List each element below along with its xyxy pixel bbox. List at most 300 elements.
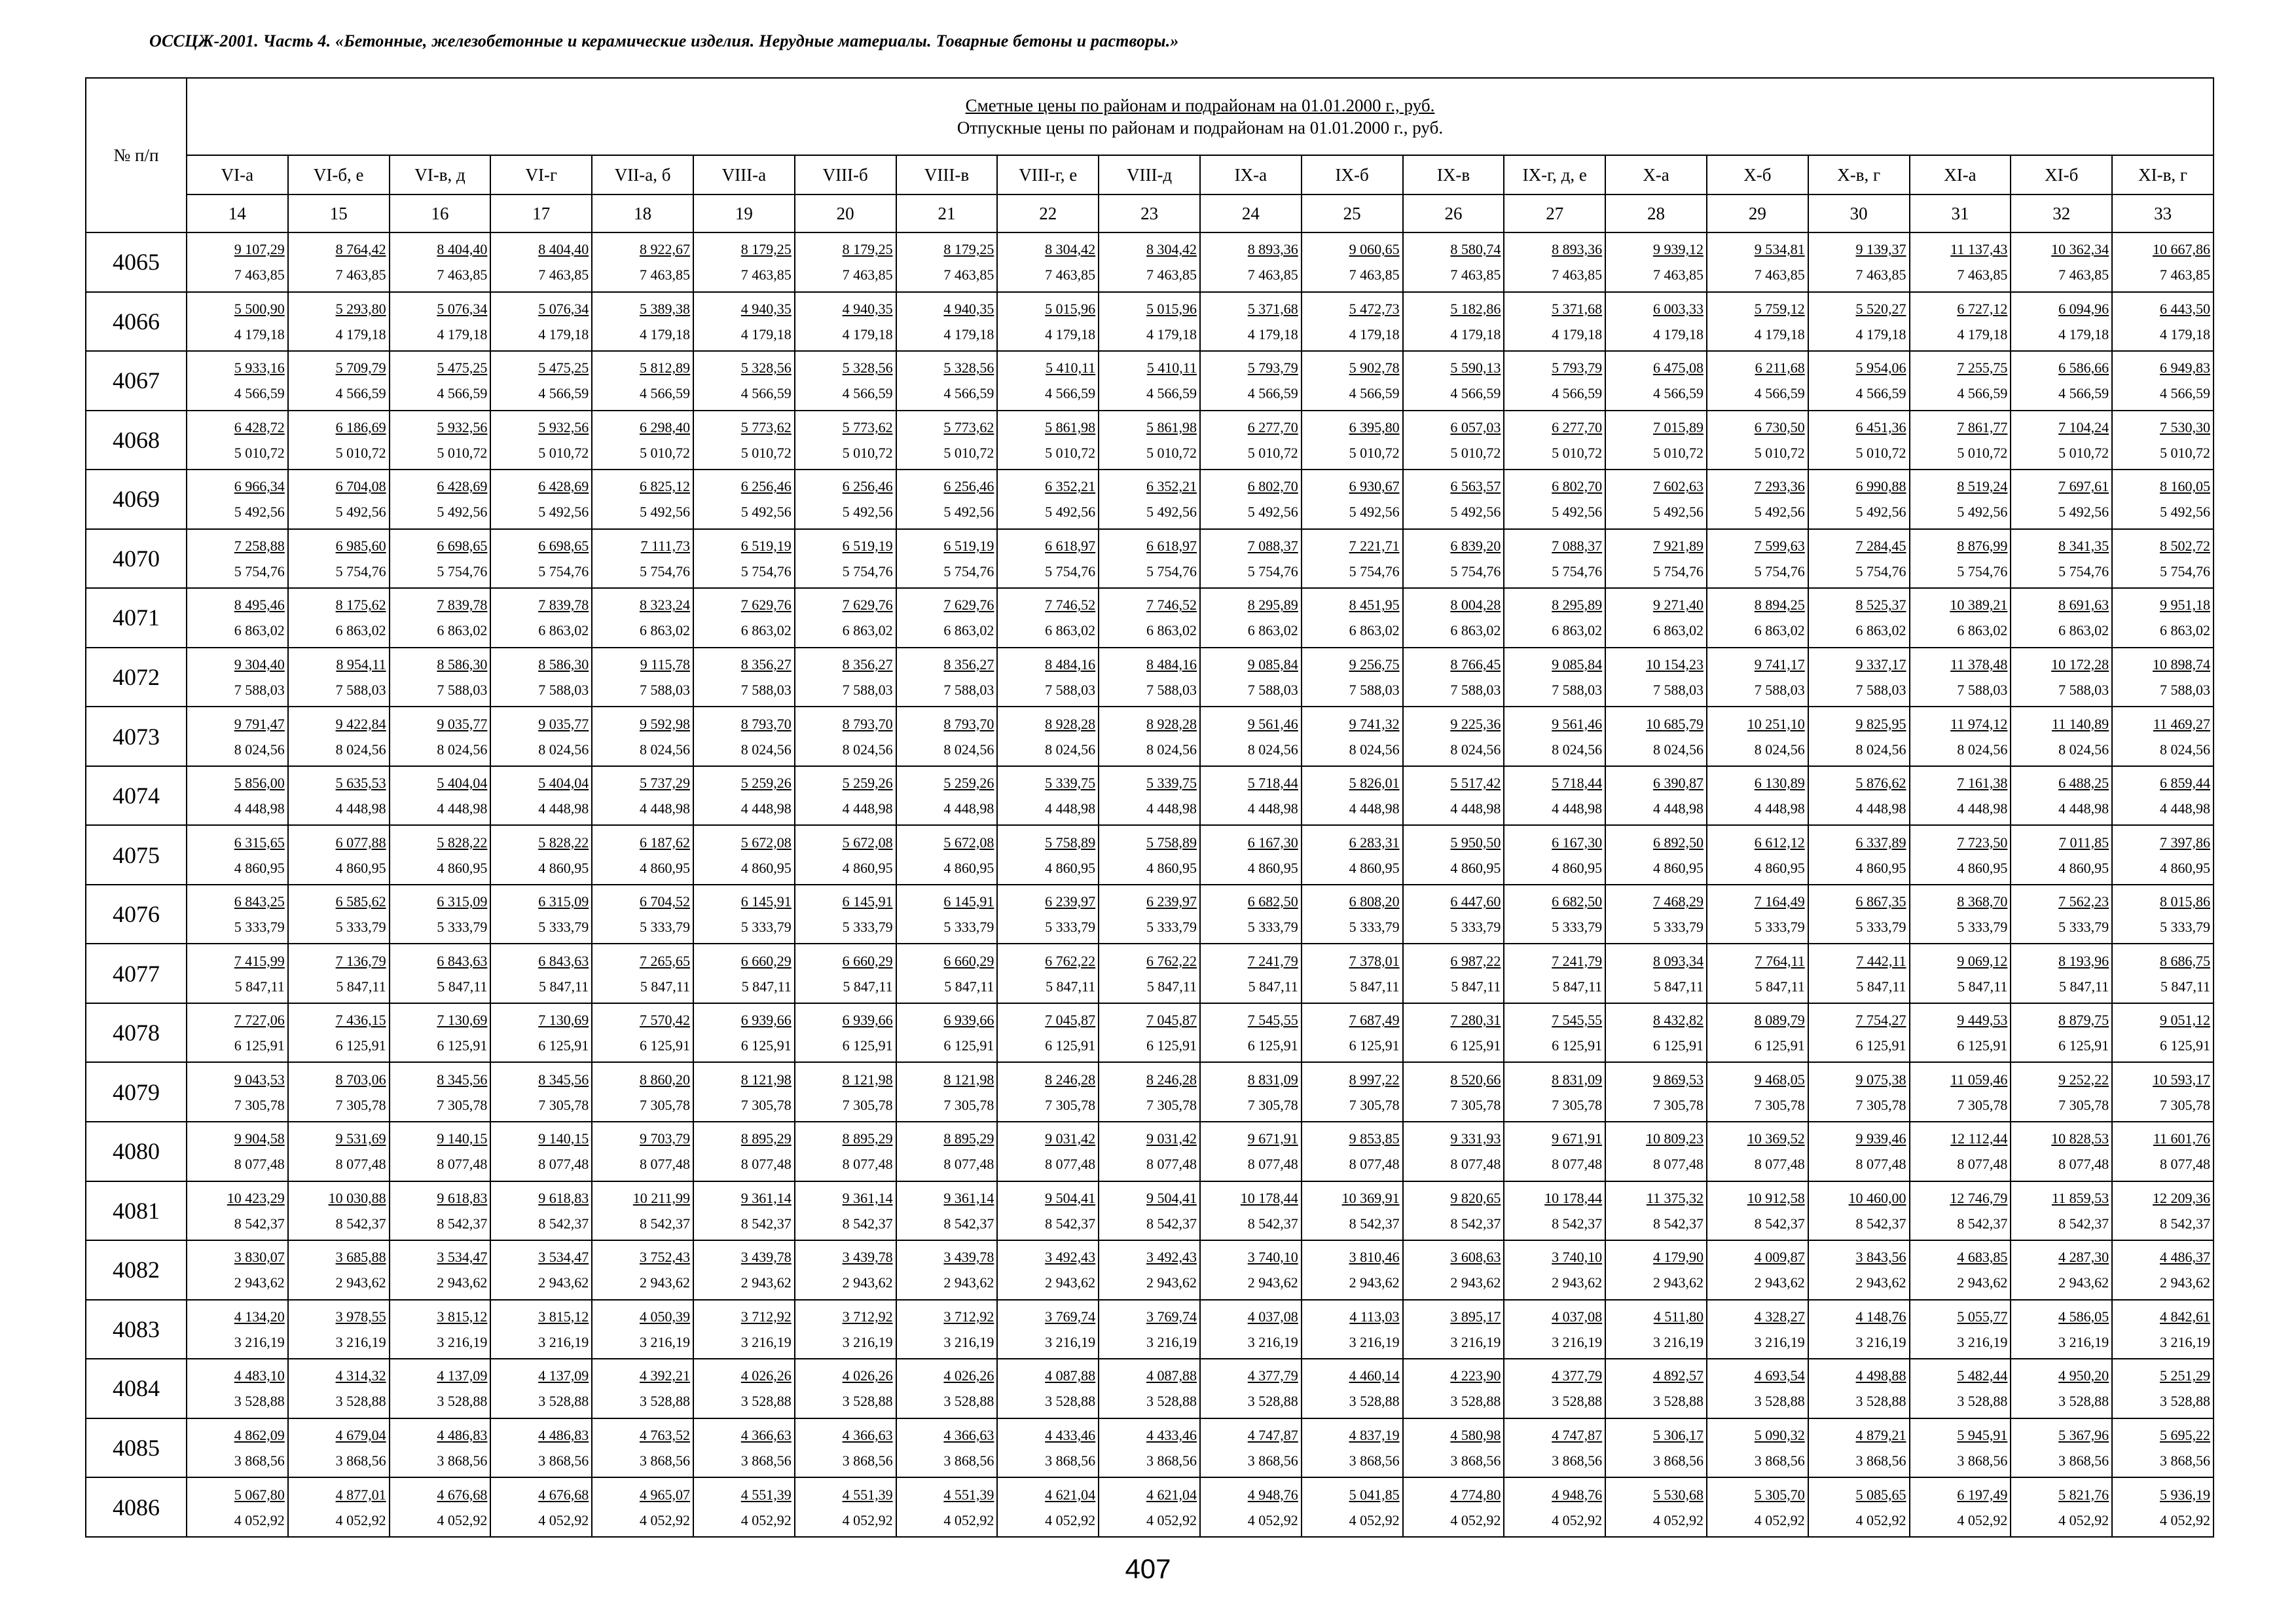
release-price: 4 448,98 <box>1552 800 1603 817</box>
estimate-price: 6 612,12 <box>1754 834 1805 851</box>
price-cell <box>288 707 390 766</box>
estimate-price: 9 618,83 <box>437 1189 488 1206</box>
estimate-price: 6 519,19 <box>842 537 893 554</box>
release-price: 7 463,85 <box>740 267 792 284</box>
release-price: 8 077,48 <box>639 1156 690 1173</box>
district-header: XI-в, г <box>2112 155 2214 194</box>
estimate-price: 3 492,43 <box>1045 1249 1096 1266</box>
price-cell <box>1910 351 2011 411</box>
release-price: 4 052,92 <box>335 1511 386 1528</box>
release-price: 4 860,95 <box>1045 859 1096 876</box>
estimate-price: 11 378,48 <box>1950 655 2008 673</box>
row-number: 4065 <box>86 232 187 292</box>
price-cell <box>1707 588 1808 648</box>
price-cell <box>1808 1477 1910 1537</box>
price-cell <box>1707 885 1808 944</box>
estimate-price: 6 867,35 <box>1855 893 1906 910</box>
release-price: 6 863,02 <box>1045 622 1096 639</box>
price-cell <box>288 1181 390 1241</box>
release-price: 3 216,19 <box>1247 1333 1298 1350</box>
price-cell <box>1910 825 2011 885</box>
release-price: 5 847,11 <box>2058 978 2109 995</box>
release-price: 6 125,91 <box>1754 1037 1805 1054</box>
estimate-price: 3 810,46 <box>1349 1249 1400 1266</box>
release-price: 4 179,18 <box>1045 325 1096 342</box>
price-cell <box>2112 648 2214 707</box>
estimate-price: 8 015,86 <box>2160 893 2210 910</box>
estimate-price: 5 367,96 <box>2058 1426 2109 1443</box>
estimate-price: 6 145,91 <box>740 893 792 910</box>
estimate-price: 10 460,00 <box>1848 1189 1906 1206</box>
column-number: 17 <box>490 194 592 232</box>
price-cell <box>1605 707 1707 766</box>
price-cell <box>1910 588 2011 648</box>
estimate-price: 6 762,22 <box>1045 952 1096 969</box>
price-cell <box>1605 885 1707 944</box>
release-price: 4 566,59 <box>2160 385 2210 402</box>
price-cell <box>1200 1181 1302 1241</box>
release-price: 3 216,19 <box>639 1333 690 1350</box>
estimate-price: 8 121,98 <box>740 1071 792 1088</box>
price-cell <box>1403 1477 1504 1537</box>
row-number: 4082 <box>86 1240 187 1300</box>
price-cell <box>390 529 491 589</box>
estimate-price: 8 179,25 <box>740 241 792 258</box>
estimate-price: 12 746,79 <box>1950 1189 2008 1206</box>
release-price: 6 863,02 <box>1754 622 1805 639</box>
estimate-price: 5 410,11 <box>1146 360 1197 377</box>
release-price: 7 305,78 <box>538 1096 589 1113</box>
estimate-price: 7 602,63 <box>1652 478 1704 495</box>
release-price: 6 125,91 <box>740 1037 792 1054</box>
price-cell <box>490 766 592 826</box>
estimate-price: 4 551,39 <box>943 1486 994 1503</box>
estimate-price: 9 031,42 <box>1045 1130 1096 1147</box>
release-price: 3 528,88 <box>740 1393 792 1410</box>
release-price: 7 305,78 <box>2058 1096 2109 1113</box>
release-price: 4 566,59 <box>1247 385 1298 402</box>
price-cell <box>390 707 491 766</box>
price-cell <box>896 1418 998 1478</box>
release-price: 8 077,48 <box>234 1156 285 1173</box>
release-price: 5 333,79 <box>1450 919 1501 936</box>
price-cell <box>592 885 693 944</box>
price-cell <box>390 351 491 411</box>
estimate-price: 8 502,72 <box>2160 537 2210 554</box>
price-cell <box>1707 766 1808 826</box>
price-cell <box>896 1062 998 1122</box>
column-number: 26 <box>1403 194 1504 232</box>
release-price: 7 463,85 <box>639 267 690 284</box>
estimate-price: 4 676,68 <box>538 1486 589 1503</box>
release-price: 4 052,92 <box>943 1511 994 1528</box>
estimate-price: 7 839,78 <box>538 597 589 614</box>
release-price: 4 052,92 <box>437 1511 488 1528</box>
price-cell <box>1403 529 1504 589</box>
release-price: 4 052,92 <box>1146 1511 1197 1528</box>
table-row <box>86 707 2214 766</box>
estimate-price: 8 766,45 <box>1450 655 1501 673</box>
estimate-price: 5 055,77 <box>1957 1308 2008 1325</box>
price-cell <box>1099 351 1200 411</box>
price-cell <box>1504 292 1605 352</box>
price-cell <box>1808 648 1910 707</box>
table-row <box>86 885 2214 944</box>
price-cell <box>1605 766 1707 826</box>
estimate-price: 4 774,80 <box>1450 1486 1501 1503</box>
release-price: 4 052,92 <box>2160 1511 2210 1528</box>
price-cell <box>592 292 693 352</box>
release-price: 8 024,56 <box>437 741 488 758</box>
estimate-price: 9 422,84 <box>335 715 386 732</box>
release-price: 6 125,91 <box>1045 1037 1096 1054</box>
price-cell <box>1302 1062 1403 1122</box>
price-cell <box>490 351 592 411</box>
estimate-price: 7 530,30 <box>2160 418 2210 435</box>
estimate-price: 6 197,49 <box>1957 1486 2008 1503</box>
estimate-price: 6 704,52 <box>639 893 690 910</box>
price-cell <box>187 1359 288 1418</box>
estimate-price: 4 134,20 <box>234 1308 285 1325</box>
estimate-price: 6 352,21 <box>1045 478 1096 495</box>
price-cell <box>1910 707 2011 766</box>
release-price: 5 333,79 <box>740 919 792 936</box>
estimate-price: 3 439,78 <box>740 1249 792 1266</box>
estimate-price: 6 211,68 <box>1755 360 1805 377</box>
release-price: 4 566,59 <box>1855 385 1906 402</box>
estimate-price: 8 345,56 <box>538 1071 589 1088</box>
estimate-price: 5 371,68 <box>1552 300 1603 317</box>
release-price: 7 305,78 <box>1247 1096 1298 1113</box>
price-cell <box>693 1181 795 1241</box>
price-cell <box>1099 1181 1200 1241</box>
release-price: 7 463,85 <box>2160 267 2210 284</box>
estimate-price: 6 488,25 <box>2058 775 2109 792</box>
release-price: 5 492,56 <box>1045 504 1096 521</box>
estimate-price: 5 876,62 <box>1855 775 1906 792</box>
estimate-price: 8 089,79 <box>1754 1012 1805 1029</box>
price-cell <box>1099 1003 1200 1063</box>
estimate-price: 7 088,37 <box>1552 537 1603 554</box>
price-cell <box>390 1300 491 1359</box>
release-price: 6 125,91 <box>234 1037 285 1054</box>
estimate-price: 7 088,37 <box>1247 537 1298 554</box>
price-cell <box>795 1240 896 1300</box>
row-number: 4073 <box>86 707 187 766</box>
estimate-price: 7 436,15 <box>335 1012 386 1029</box>
release-price: 4 448,98 <box>639 800 690 817</box>
release-price: 7 463,85 <box>1146 267 1197 284</box>
release-price: 4 566,59 <box>1349 385 1400 402</box>
release-price: 7 463,85 <box>538 267 589 284</box>
release-price: 7 588,03 <box>1247 681 1298 698</box>
estimate-price: 10 178,44 <box>1240 1189 1298 1206</box>
release-price: 6 125,91 <box>1855 1037 1906 1054</box>
price-cell <box>490 529 592 589</box>
price-cell <box>795 825 896 885</box>
release-price: 6 863,02 <box>1552 622 1603 639</box>
price-cell <box>1302 529 1403 589</box>
price-cell <box>2112 1003 2214 1063</box>
estimate-price: 8 295,89 <box>1247 597 1298 614</box>
price-cell <box>390 825 491 885</box>
estimate-price: 6 094,96 <box>2058 300 2109 317</box>
release-price: 6 125,91 <box>1247 1037 1298 1054</box>
release-price: 2 943,62 <box>335 1274 386 1291</box>
price-cell <box>1200 529 1302 589</box>
estimate-price: 6 585,62 <box>335 893 386 910</box>
price-cell <box>288 825 390 885</box>
estimate-price: 5 737,29 <box>639 775 690 792</box>
release-price: 4 179,18 <box>2058 325 2109 342</box>
release-price: 7 463,85 <box>1957 267 2008 284</box>
release-price: 5 754,76 <box>943 563 994 580</box>
release-price: 3 528,88 <box>1754 1393 1805 1410</box>
estimate-price: 7 130,69 <box>437 1012 488 1029</box>
price-cell <box>187 1418 288 1478</box>
price-cell <box>1910 411 2011 470</box>
release-price: 7 305,78 <box>1045 1096 1096 1113</box>
estimate-price: 5 861,98 <box>1045 418 1096 435</box>
release-price: 8 542,37 <box>437 1215 488 1232</box>
estimate-price: 4 137,09 <box>538 1367 589 1384</box>
price-cell <box>693 766 795 826</box>
release-price: 5 333,79 <box>1754 919 1805 936</box>
release-price: 4 052,92 <box>538 1511 589 1528</box>
release-price: 4 179,18 <box>1247 325 1298 342</box>
estimate-price: 4 377,79 <box>1247 1367 1298 1384</box>
release-price: 5 492,56 <box>234 504 285 521</box>
release-price: 7 588,03 <box>1754 681 1805 698</box>
release-price: 4 179,18 <box>234 325 285 342</box>
estimate-price: 8 879,75 <box>2058 1012 2109 1029</box>
release-price: 3 868,56 <box>437 1452 488 1469</box>
estimate-price: 6 451,36 <box>1855 418 1906 435</box>
district-header: VIII-в <box>896 155 998 194</box>
estimate-price: 4 676,68 <box>437 1486 488 1503</box>
estimate-price: 8 893,36 <box>1552 241 1603 258</box>
release-price: 4 448,98 <box>1247 800 1298 817</box>
estimate-price: 6 352,21 <box>1146 478 1197 495</box>
price-cell <box>288 411 390 470</box>
release-price: 4 448,98 <box>1754 800 1805 817</box>
estimate-price: 8 691,63 <box>2058 597 2109 614</box>
release-price: 5 847,11 <box>1248 978 1298 995</box>
estimate-price: 3 978,55 <box>335 1308 386 1325</box>
release-price: 2 943,62 <box>1045 1274 1096 1291</box>
release-price: 4 448,98 <box>1957 800 2008 817</box>
price-cell <box>1605 648 1707 707</box>
release-price: 3 216,19 <box>1957 1333 2008 1350</box>
release-price: 4 860,95 <box>1146 859 1197 876</box>
estimate-price: 7 599,63 <box>1754 537 1805 554</box>
price-cell <box>2011 1477 2112 1537</box>
release-price: 5 847,11 <box>1349 978 1400 995</box>
row-number: 4072 <box>86 648 187 707</box>
estimate-price: 5 076,34 <box>538 300 589 317</box>
estimate-price: 6 283,31 <box>1349 834 1400 851</box>
price-cell <box>1605 351 1707 411</box>
estimate-price: 6 843,25 <box>234 893 285 910</box>
release-price: 4 179,18 <box>1754 325 1805 342</box>
release-price: 8 024,56 <box>639 741 690 758</box>
price-cell <box>693 351 795 411</box>
price-cell <box>2112 944 2214 1003</box>
estimate-price: 8 860,20 <box>639 1071 690 1088</box>
estimate-price: 8 764,42 <box>335 241 386 258</box>
estimate-price: 7 045,87 <box>1146 1012 1197 1029</box>
release-price: 3 868,56 <box>1855 1452 1906 1469</box>
estimate-price: 8 519,24 <box>1957 478 2008 495</box>
price-cell <box>1910 292 2011 352</box>
district-header-row <box>86 155 2214 194</box>
release-price: 5 754,76 <box>2160 563 2210 580</box>
estimate-price: 8 484,16 <box>1146 655 1197 673</box>
price-cell <box>2011 292 2112 352</box>
price-cell <box>1707 1181 1808 1241</box>
release-price: 6 863,02 <box>1349 622 1400 639</box>
price-cell <box>592 825 693 885</box>
estimate-price: 5 759,12 <box>1754 300 1805 317</box>
estimate-price: 8 997,22 <box>1349 1071 1400 1088</box>
release-price: 7 588,03 <box>234 681 285 698</box>
price-cell <box>1504 766 1605 826</box>
estimate-price: 4 087,88 <box>1146 1367 1197 1384</box>
price-cell <box>288 232 390 292</box>
price-cell <box>1707 232 1808 292</box>
price-cell <box>1910 1122 2011 1181</box>
column-number: 16 <box>390 194 491 232</box>
estimate-price: 5 041,85 <box>1349 1486 1400 1503</box>
estimate-price: 5 932,56 <box>437 418 488 435</box>
price-title-header <box>187 78 2214 155</box>
price-cell <box>1302 766 1403 826</box>
release-price: 4 052,92 <box>740 1511 792 1528</box>
release-price: 5 492,56 <box>1552 504 1603 521</box>
estimate-price: 4 580,98 <box>1450 1426 1501 1443</box>
release-price: 6 863,02 <box>1855 622 1906 639</box>
estimate-price: 5 672,08 <box>842 834 893 851</box>
price-cell <box>390 1062 491 1122</box>
release-price: 6 125,91 <box>943 1037 994 1054</box>
release-price: 5 010,72 <box>1247 444 1298 461</box>
price-cell <box>1099 292 1200 352</box>
release-price: 6 863,02 <box>740 622 792 639</box>
table-row <box>86 588 2214 648</box>
estimate-price: 6 939,66 <box>842 1012 893 1029</box>
price-cell <box>1808 1003 1910 1063</box>
price-cell <box>2011 1418 2112 1478</box>
price-cell <box>1504 1300 1605 1359</box>
estimate-price: 9 256,75 <box>1349 655 1400 673</box>
release-price: 5 333,79 <box>1552 919 1603 936</box>
price-cell <box>1504 232 1605 292</box>
estimate-price: 9 035,77 <box>538 715 589 732</box>
release-price: 5 333,79 <box>842 919 893 936</box>
release-price: 8 077,48 <box>437 1156 488 1173</box>
price-cell <box>1605 1240 1707 1300</box>
release-price: 6 863,02 <box>1957 622 2008 639</box>
release-price: 7 305,78 <box>1349 1096 1400 1113</box>
release-price: 2 943,62 <box>1957 1274 2008 1291</box>
price-cell <box>592 1003 693 1063</box>
estimate-price: 11 137,43 <box>1950 241 2008 258</box>
estimate-price: 5 328,56 <box>943 360 994 377</box>
price-cell <box>390 1359 491 1418</box>
price-cell <box>1200 944 1302 1003</box>
price-cell <box>592 470 693 529</box>
estimate-price: 5 933,16 <box>234 360 285 377</box>
price-cell <box>592 1122 693 1181</box>
release-price: 5 492,56 <box>740 504 792 521</box>
release-price: 7 588,03 <box>639 681 690 698</box>
release-price: 2 943,62 <box>437 1274 488 1291</box>
release-price: 7 463,85 <box>1552 267 1603 284</box>
release-price: 4 566,59 <box>1552 385 1603 402</box>
price-cell <box>288 766 390 826</box>
price-cell <box>896 1359 998 1418</box>
release-price: 5 010,72 <box>437 444 488 461</box>
release-price: 7 588,03 <box>1855 681 1906 698</box>
price-cell <box>1099 766 1200 826</box>
release-price: 5 754,76 <box>1652 563 1704 580</box>
price-cell <box>490 1181 592 1241</box>
estimate-price: 6 443,50 <box>2160 300 2210 317</box>
price-cell <box>490 292 592 352</box>
estimate-price: 9 504,41 <box>1146 1189 1197 1206</box>
price-cell <box>1910 1003 2011 1063</box>
release-price: 3 528,88 <box>2160 1393 2210 1410</box>
estimate-price: 3 685,88 <box>335 1249 386 1266</box>
estimate-price: 8 895,29 <box>943 1130 994 1147</box>
price-cell <box>490 885 592 944</box>
estimate-price: 3 843,56 <box>1855 1249 1906 1266</box>
price-cell <box>1200 707 1302 766</box>
release-price: 4 052,92 <box>1855 1511 1906 1528</box>
estimate-price: 6 315,09 <box>538 893 589 910</box>
estimate-price: 9 951,18 <box>2160 597 2210 614</box>
price-cell <box>1504 1062 1605 1122</box>
column-number: 23 <box>1099 194 1200 232</box>
estimate-price: 5 305,70 <box>1754 1486 1805 1503</box>
release-price: 4 566,59 <box>740 385 792 402</box>
document-header: ОССЦЖ-2001. Часть 4. «Бетонные, железобетонные и керамические изделия. Нерудные материалы. Товарные бетоны и растворы.» <box>149 31 1179 50</box>
release-price: 5 492,56 <box>2160 504 2210 521</box>
price-cell <box>1504 588 1605 648</box>
price-cell <box>1910 944 2011 1003</box>
release-price: 5 333,79 <box>1652 919 1704 936</box>
price-cell <box>896 411 998 470</box>
price-cell <box>1707 1240 1808 1300</box>
price-cell <box>1403 1003 1504 1063</box>
release-price: 3 528,88 <box>437 1393 488 1410</box>
price-cell <box>390 1477 491 1537</box>
district-header: VIII-б <box>795 155 896 194</box>
release-price: 7 463,85 <box>1855 267 1906 284</box>
release-price: 4 052,92 <box>1652 1511 1704 1528</box>
release-price: 3 868,56 <box>639 1452 690 1469</box>
price-cell <box>1099 1418 1200 1478</box>
release-price: 3 868,56 <box>1247 1452 1298 1469</box>
estimate-price: 3 769,74 <box>1146 1308 1197 1325</box>
release-price: 8 024,56 <box>1247 741 1298 758</box>
estimate-price: 8 895,29 <box>842 1130 893 1147</box>
release-price: 7 305,78 <box>943 1096 994 1113</box>
estimate-price: 7 130,69 <box>538 1012 589 1029</box>
estimate-price: 8 368,70 <box>1957 893 2008 910</box>
price-cell <box>1099 1062 1200 1122</box>
release-price: 5 010,72 <box>1552 444 1603 461</box>
